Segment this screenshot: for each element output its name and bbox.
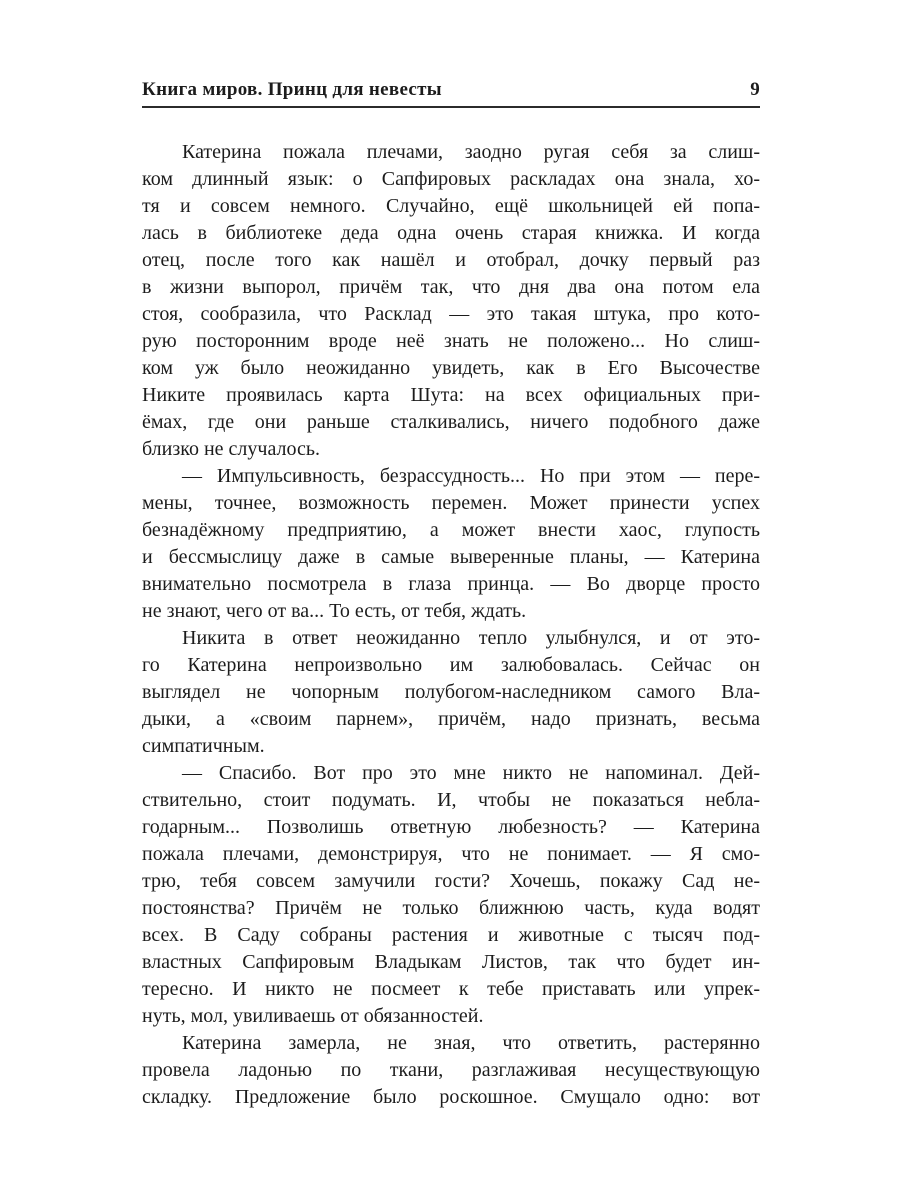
text-line: ёмах, где они раньше сталкивались, ничего подобного даже <box>142 411 760 433</box>
text-line: внимательно посмотрела в глаза принца. — Во дворце просто <box>142 573 760 595</box>
text-line: стоя, сообразила, что Расклад — это такая штука, про кото- <box>142 303 760 325</box>
header-rule <box>142 106 760 108</box>
page-content <box>142 78 760 1111</box>
text-line: годарным... Позволишь ответную любезность? — Катерина <box>142 816 760 838</box>
text-line: всех. В Саду собраны растения и животные с тысяч под- <box>142 924 760 946</box>
text-line: трю, тебя совсем замучили гости? Хочешь, покажу Сад не- <box>142 870 760 892</box>
text-line: ком длинный язык: о Сапфировых раскладах она знала, хо- <box>142 168 760 190</box>
text-line: дыки, а «своим парнем», причём, надо признать, весьма <box>142 708 760 730</box>
text-line: складку. Предложение было роскошное. Смущало одно: вот <box>142 1086 760 1108</box>
text-line: — Импульсивность, безрассудность... Но при этом — пере- <box>182 465 760 487</box>
text-line: и бессмыслицу даже в самые выверенные планы, — Катерина <box>142 546 760 568</box>
text-line: тересно. И никто не посмеет к тебе приставать или упрек- <box>142 978 760 1000</box>
page-number: 9 <box>750 79 760 100</box>
text-line: властных Сапфировым Владыкам Листов, так что будет ин- <box>142 951 760 973</box>
text-line: постоянства? Причём не только ближнюю часть, куда водят <box>142 897 760 919</box>
text-line: ком уж было неожиданно увидеть, как в Его Высочестве <box>142 357 760 379</box>
text-line: выглядел не чопорным полубогом-наследником самого Вла- <box>142 681 760 703</box>
text-line: го Катерина непроизвольно им залюбовалась. Сейчас он <box>142 654 760 676</box>
text-line: пожала плечами, демонстрируя, что не понимает. — Я смо- <box>142 843 760 865</box>
paragraph <box>142 625 760 760</box>
text-line: мены, точнее, возможность перемен. Может принести успех <box>142 492 760 514</box>
text-line: — Спасибо. Вот про это мне никто не напоминал. Дей- <box>182 762 760 784</box>
text-line: отец, после того как нашёл и отобрал, дочку первый раз <box>142 249 760 271</box>
text-line: не знают, чего от ва... То есть, от тебя, ждать. <box>142 600 527 622</box>
text-line: лась в библиотеке деда одна очень старая книжка. И когда <box>142 222 760 244</box>
text-line: нуть, мол, увиливаешь от обязанностей. <box>142 1005 484 1027</box>
page-body <box>142 139 760 1111</box>
text-line: ствительно, стоит подумать. И, чтобы не показаться небла- <box>142 789 760 811</box>
paragraph <box>142 1030 760 1111</box>
text-line: Катерина замерла, не зная, что ответить, растерянно <box>182 1032 760 1054</box>
paragraph <box>142 760 760 1030</box>
text-line: Катерина пожала плечами, заодно ругая себя за слиш- <box>182 141 760 163</box>
text-line: симпатичным. <box>142 735 265 757</box>
text-line: Никите проявилась карта Шута: на всех официальных при- <box>142 384 760 406</box>
running-header <box>142 78 760 102</box>
paragraph <box>142 463 760 625</box>
text-line: тя и совсем немного. Случайно, ещё школьницей ей попа- <box>142 195 760 217</box>
text-line: безнадёжному предприятию, а может внести хаос, глупость <box>142 519 760 541</box>
text-line: в жизни выпорол, причём так, что дня два она потом ела <box>142 276 760 298</box>
running-title: Книга миров. Принц для невесты <box>142 79 442 100</box>
paragraph <box>142 139 760 463</box>
text-line: рую посторонним вроде неё знать не положено... Но слиш- <box>142 330 760 352</box>
text-line: Никита в ответ неожиданно тепло улыбнулся, и от это- <box>182 627 760 649</box>
text-line: близко не случалось. <box>142 438 320 460</box>
text-line: провела ладонью по ткани, разглаживая несуществующую <box>142 1059 760 1081</box>
